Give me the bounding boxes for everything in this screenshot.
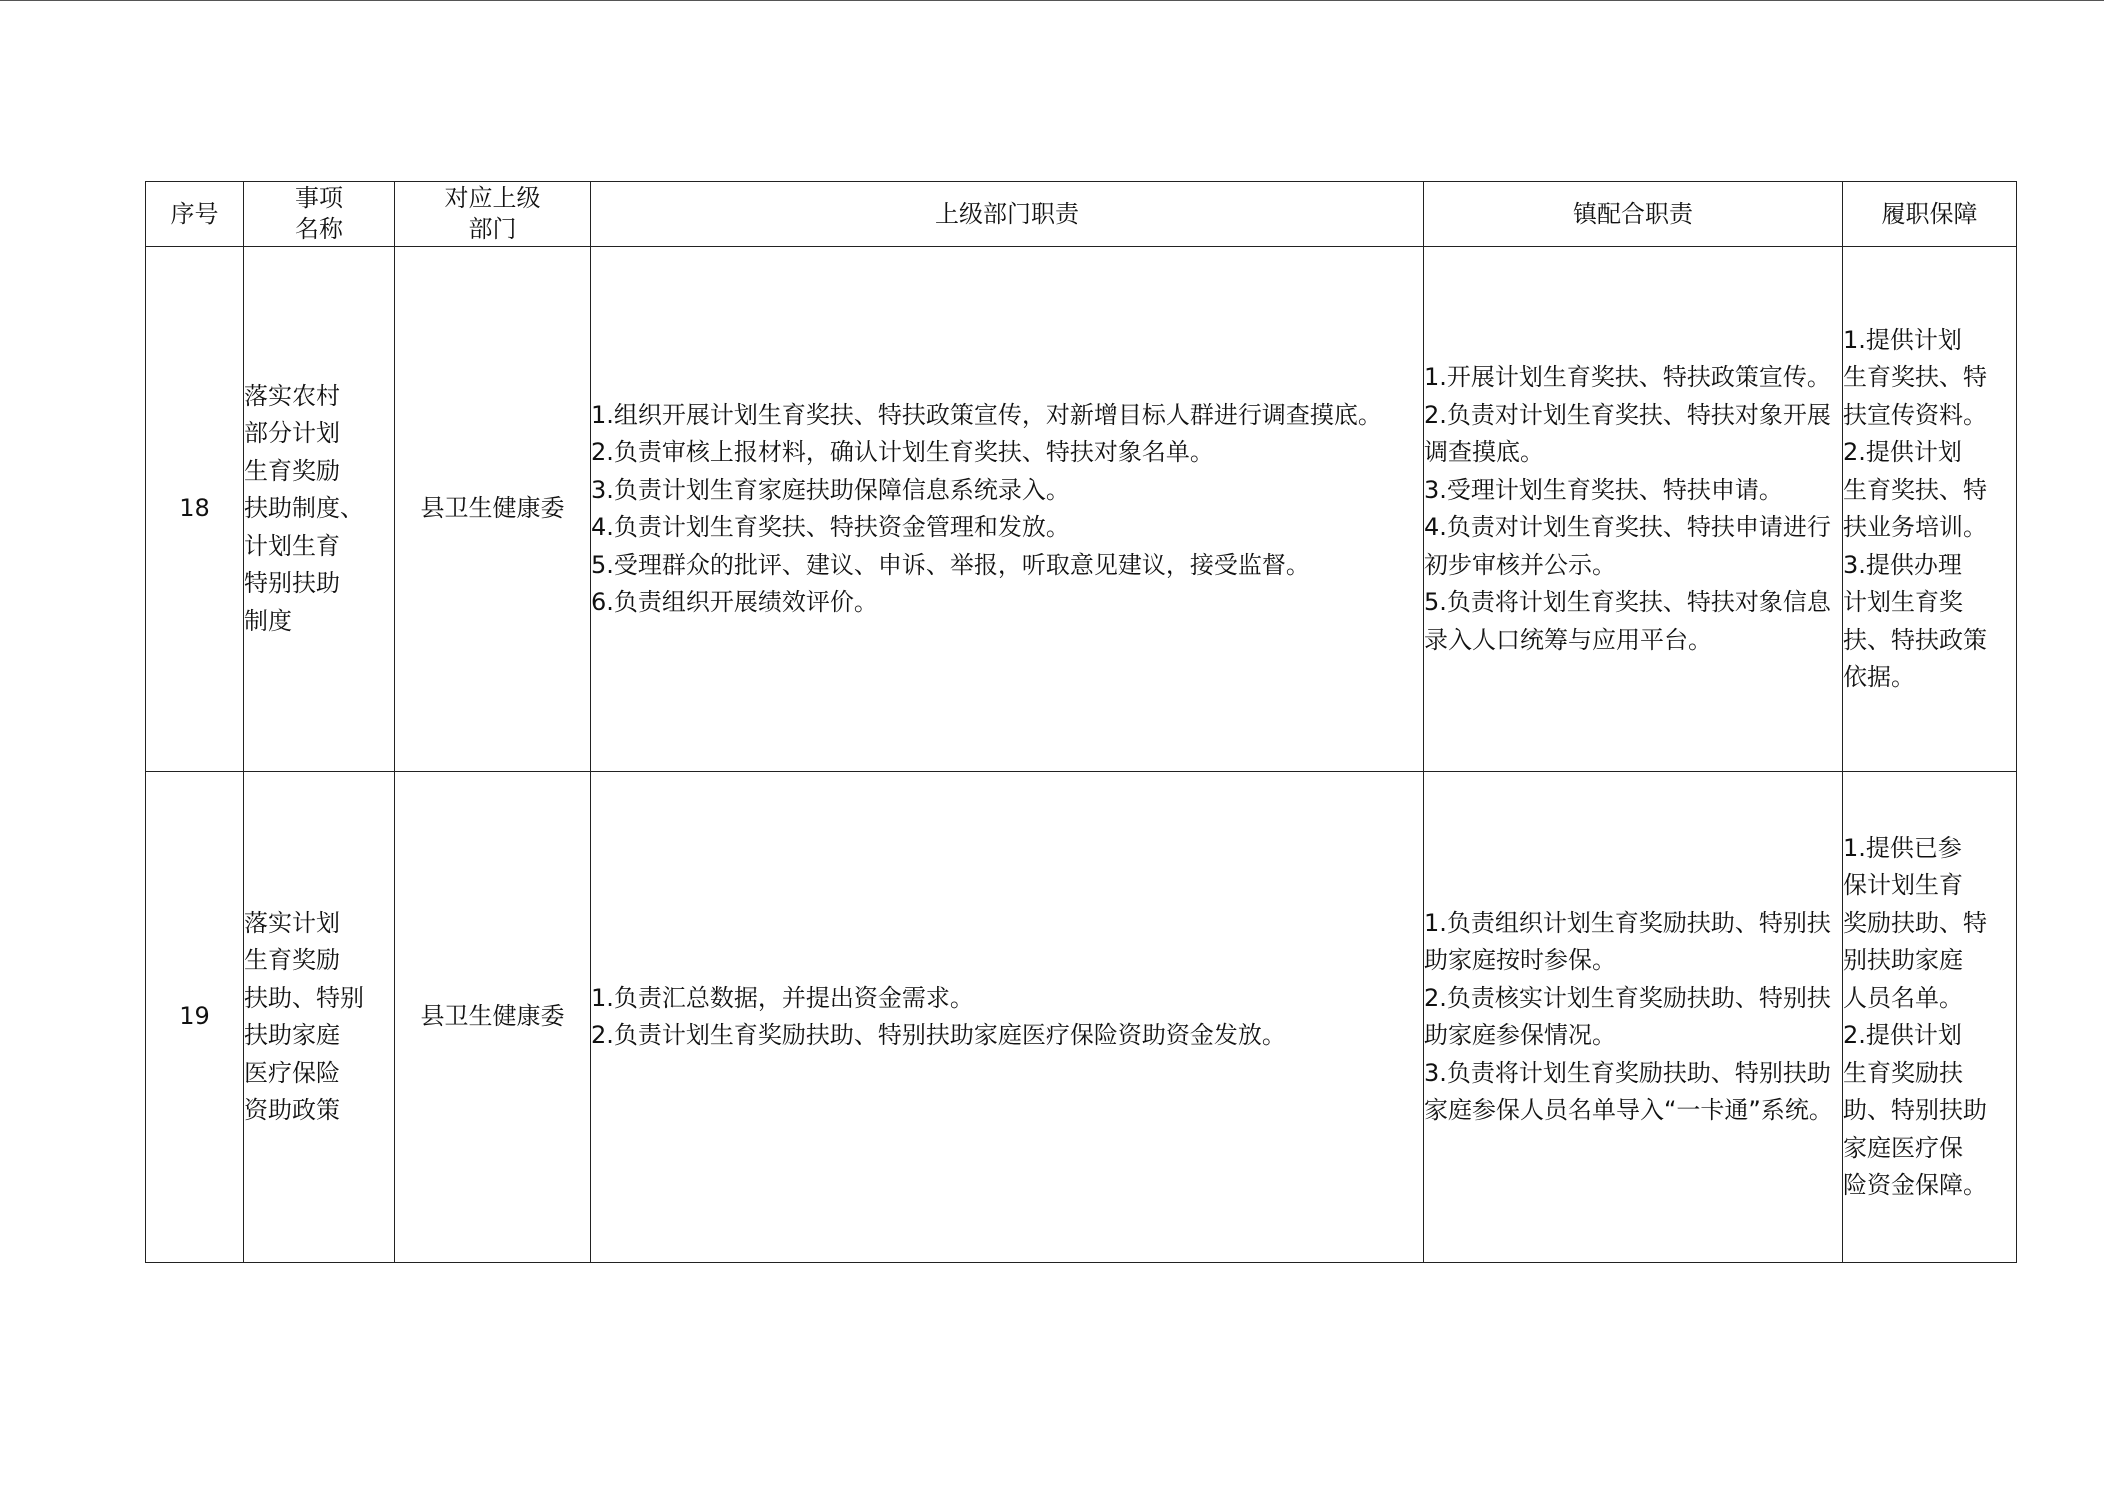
table-row xyxy=(146,772,2017,1263)
header-upper-duties: 上级部门职责 xyxy=(591,182,1424,247)
row-item-name: 落实计划 生育奖励 扶助、特别 扶助家庭 医疗保险 资助政策 xyxy=(244,772,395,1263)
duty-table xyxy=(145,181,2017,1263)
row-upper-duties: 1.组织开展计划生育奖扶、特扶政策宣传，对新增目标人群进行调查摸底。 2.负责审核上报材料，确认计划生育奖扶、特扶对象名单。 3.负责计划生育家庭扶助保障信息系统录入。 4.负责计划生育奖扶、特扶资金管理和发放。 5.受理群众的批评、建议、申诉、举报，听取意见建议，接受监督。 6.负责组织开展绩效评价。 xyxy=(591,247,1424,772)
header-town-duties: 镇配合职责 xyxy=(1424,182,1843,247)
table-row xyxy=(146,247,2017,772)
row-town-duties: 1.开展计划生育奖扶、特扶政策宣传。 2.负责对计划生育奖扶、特扶对象开展调查摸底。 3.受理计划生育奖扶、特扶申请。 4.负责对计划生育奖扶、特扶申请进行初步审核并公示。 5.负责将计划生育奖扶、特扶对象信息录入人口统筹与应用平台。 xyxy=(1424,247,1843,772)
row-guarantee: 1.提供计划 生育奖扶、特 扶宣传资料。 2.提供计划 生育奖扶、特 扶业务培训。 3.提供办理 计划生育奖 扶、特扶政策 依据。 xyxy=(1843,247,2017,772)
row-seq: 18 xyxy=(146,247,244,772)
row-town-duties: 1.负责组织计划生育奖励扶助、特别扶助家庭按时参保。 2.负责核实计划生育奖励扶助、特别扶助家庭参保情况。 3.负责将计划生育奖励扶助、特别扶助家庭参保人员名单导入“一卡通”系统。 xyxy=(1424,772,1843,1263)
row-department: 县卫生健康委 xyxy=(395,772,591,1263)
row-upper-duties: 1.负责汇总数据，并提出资金需求。 2.负责计划生育奖励扶助、特别扶助家庭医疗保险资助资金发放。 xyxy=(591,772,1424,1263)
page-top-rule xyxy=(0,0,2104,1)
row-department: 县卫生健康委 xyxy=(395,247,591,772)
row-item-name: 落实农村 部分计划 生育奖励 扶助制度、 计划生育 特别扶助 制度 xyxy=(244,247,395,772)
header-item-name: 事项 名称 xyxy=(244,182,395,247)
header-seq: 序号 xyxy=(146,182,244,247)
header-row xyxy=(146,182,2017,247)
header-guarantee: 履职保障 xyxy=(1843,182,2017,247)
row-guarantee: 1.提供已参 保计划生育 奖励扶助、特 别扶助家庭 人员名单。 2.提供计划 生育奖励扶 助、特别扶助 家庭医疗保 险资金保障。 xyxy=(1843,772,2017,1263)
row-seq: 19 xyxy=(146,772,244,1263)
header-upper-department: 对应上级 部门 xyxy=(395,182,591,247)
